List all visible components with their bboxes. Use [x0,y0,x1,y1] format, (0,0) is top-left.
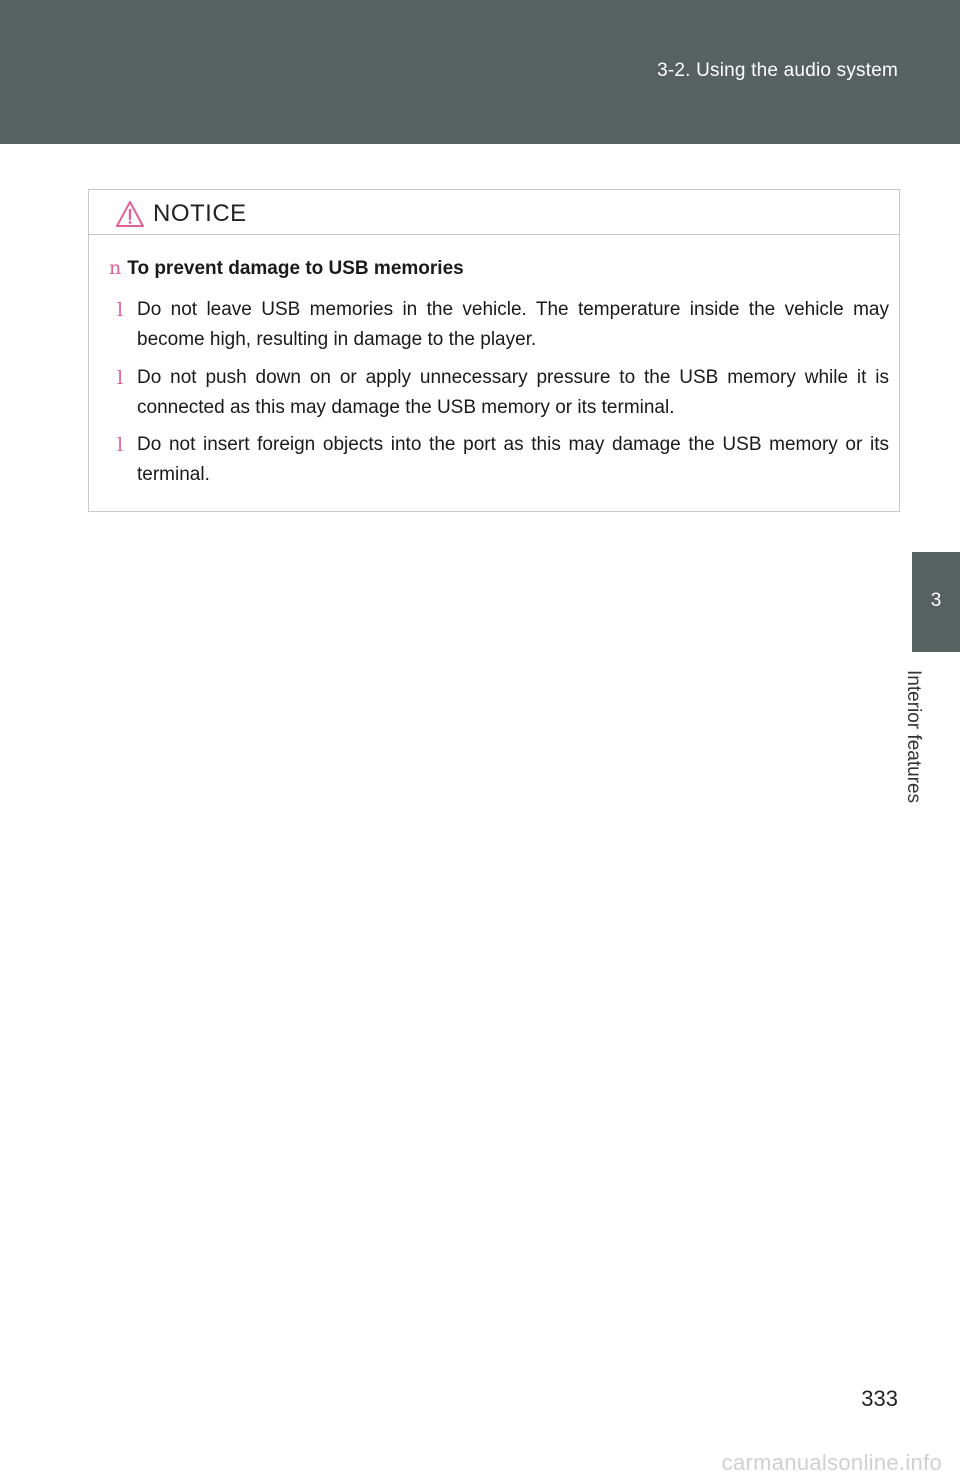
section-title: 3-2. Using the audio system [657,60,898,81]
notice-bullet [117,363,889,423]
notice-bullet [117,295,889,355]
notice-bullet [117,430,889,490]
bullet-marker-icon: l [117,367,124,389]
notice-subheading [109,257,464,280]
bullet-text: Do not insert foreign objects into the port as this may damage the USB memory or its terminal. [137,434,889,485]
notice-header [89,190,899,235]
chapter-label-container [903,670,948,830]
bullet-text: Do not push down on or apply unnecessary pressure to the USB memory while it is connected as this may damage the USB memory or its terminal. [137,367,889,418]
chapter-tab [912,552,960,652]
page-number: 333 [861,1386,898,1411]
warning-triangle-icon [115,200,145,228]
subheading-marker-icon: n [109,257,122,279]
chapter-number: 3 [930,590,942,611]
subheading-text: To prevent damage to USB memories [127,258,464,279]
chapter-label: Interior features [903,670,924,804]
bullet-text: Do not leave USB memories in the vehicle. The temperature inside the vehicle may become high, resulting in damage to the player. [137,299,889,350]
notice-box [88,189,900,512]
header-band [0,0,960,144]
notice-title: NOTICE [153,200,247,227]
watermark: carmanualsonline.info [721,1450,942,1475]
bullet-marker-icon: l [117,434,124,456]
bullet-marker-icon: l [117,299,124,321]
